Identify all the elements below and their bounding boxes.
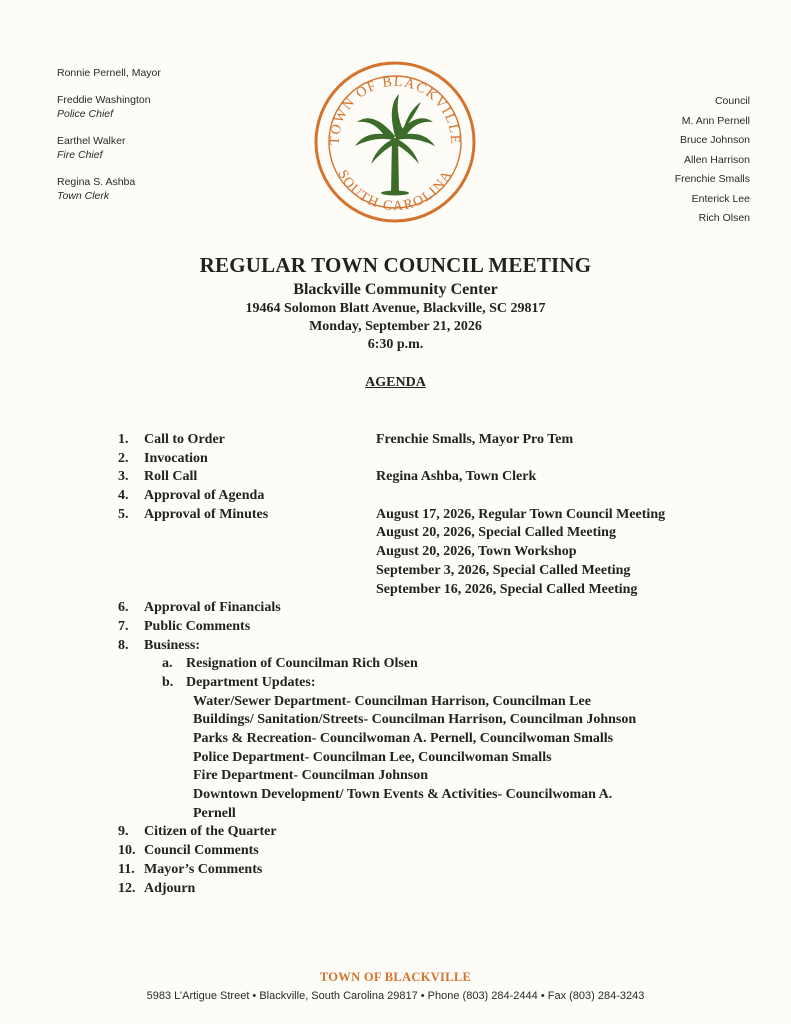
agenda-label: Public Comments [144, 618, 251, 634]
business-letter: b. [162, 674, 174, 690]
business-label: Department Updates: [186, 674, 316, 690]
business-label: Resignation of Councilman Rich Olsen [186, 656, 418, 672]
official-town-clerk [57, 175, 257, 203]
agenda-item [118, 618, 738, 637]
agenda-item [118, 842, 738, 861]
council-member: Frenchie Smalls [674, 173, 750, 185]
official-mayor [57, 66, 257, 80]
meeting-title: REGULAR TOWN COUNCIL MEETING [199, 253, 592, 277]
business-item [118, 674, 738, 693]
department-update: Police Department- Councilman Lee, Councilwoman Smalls [193, 749, 552, 765]
agenda-number: 1. [118, 432, 129, 447]
svg-text:TOWN OF BLACKVILLE: TOWN OF BLACKVILLE [327, 74, 463, 146]
officials-list [57, 66, 257, 216]
department-update: Fire Department- Councilman Johnson [193, 768, 429, 784]
meeting-date: Monday, September 21, 2026 [309, 319, 482, 334]
meeting-time: 6:30 p.m. [367, 337, 424, 352]
agenda-number: 3. [118, 469, 129, 485]
council-heading: Council [714, 95, 750, 107]
council-list [550, 92, 750, 229]
council-member: Allen Harrison [684, 153, 750, 166]
agenda-item [118, 431, 738, 450]
agenda-item [118, 880, 738, 899]
business-letter: a. [162, 656, 173, 672]
agenda-label: Invocation [144, 450, 208, 466]
svg-text:SOUTH CAROLINA: SOUTH CAROLINA [334, 167, 456, 215]
meeting-header [0, 252, 791, 354]
department-update: Buildings/ Sanitation/Streets- Councilman Harrison, Councilman Johnson [193, 712, 637, 728]
agenda-list [118, 431, 738, 898]
agenda-item [118, 450, 738, 469]
agenda-item [118, 506, 738, 525]
agenda-item [118, 637, 738, 656]
agenda-number: 6. [118, 600, 129, 616]
minutes-row [118, 524, 738, 543]
agenda-item [118, 861, 738, 880]
official-name: Regina S. Ashba [57, 176, 136, 188]
agenda-label: Council Comments [144, 843, 259, 859]
footer-town-name: TOWN OF BLACKVILLE [319, 970, 472, 984]
agenda-label: Roll Call [144, 469, 198, 485]
agenda-number: 4. [118, 488, 129, 504]
agenda-presenter: Frenchie Smalls, Mayor Pro Tem [376, 432, 574, 447]
agenda-label: Citizen of the Quarter [144, 824, 277, 840]
department-update: Pernell [193, 805, 236, 821]
official-fire-chief [57, 134, 257, 162]
agenda-number: 2. [118, 450, 129, 466]
department-update: Parks & Recreation- Councilwoman A. Pernell, Councilwoman Smalls [193, 731, 614, 746]
official-name: Freddie Washington [57, 94, 151, 106]
department-update: Downtown Development/ Town Events & Activities- Councilwoman A. [193, 787, 613, 803]
minutes-row [118, 562, 738, 581]
agenda-item [118, 823, 738, 842]
official-name: Earthel Walker [57, 135, 126, 147]
agenda-item [118, 599, 738, 618]
meeting-venue: Blackville Community Center [293, 281, 498, 298]
agenda-presenter: Regina Ashba, Town Clerk [376, 469, 537, 485]
footer-contact: 5983 L’Artigue Street • Blackville, South Carolina 29817 • Phone (803) 284-2444 • Fax (803) 284-3243 [146, 990, 645, 1002]
agenda-label: Approval of Financials [144, 600, 281, 616]
meeting-address: 19464 Solomon Blatt Avenue, Blackville, SC 29817 [245, 301, 546, 316]
official-title: Police Chief [57, 108, 114, 120]
agenda-number: 7. [118, 618, 129, 634]
palmetto-tree-icon [355, 94, 435, 196]
agenda-number: 12. [118, 880, 136, 896]
council-member: Rich Olsen [698, 212, 750, 224]
agenda-number: 8. [118, 637, 129, 653]
agenda-item [118, 468, 738, 487]
minutes-entry: August 20, 2026, Town Workshop [376, 544, 577, 560]
agenda-heading: AGENDA [365, 375, 426, 390]
official-title: Town Clerk [57, 190, 110, 202]
minutes-entry: September 16, 2026, Special Called Meeting [376, 581, 638, 597]
page-footer [0, 970, 791, 1002]
minutes-entry: August 17, 2026, Regular Town Council Meeting [376, 506, 666, 522]
agenda-label: Mayor’s Comments [144, 861, 263, 877]
minutes-entry: August 20, 2026, Special Called Meeting [376, 525, 616, 541]
council-member: M. Ann Pernell [681, 114, 750, 127]
minutes-row [118, 581, 738, 600]
official-title: Fire Chief [57, 149, 103, 161]
minutes-row [118, 543, 738, 562]
agenda-number: 11. [118, 861, 135, 877]
business-item [118, 655, 738, 674]
council-member: Enterick Lee [691, 192, 750, 205]
department-update: Water/Sewer Department- Councilman Harrison, Councilman Lee [193, 693, 591, 709]
official-name: Ronnie Pernell, Mayor [57, 67, 161, 79]
agenda-number: 10. [118, 843, 136, 859]
agenda-label: Call to Order [144, 432, 225, 447]
agenda-number: 9. [118, 824, 129, 840]
agenda-label: Business: [144, 637, 201, 653]
agenda-number: 5. [118, 506, 129, 522]
agenda-label: Approval of Agenda [144, 488, 265, 504]
minutes-entry: September 3, 2026, Special Called Meeting [376, 562, 631, 578]
town-seal-logo [313, 60, 477, 224]
agenda-label: Adjourn [144, 880, 196, 896]
agenda-label: Approval of Minutes [144, 506, 269, 522]
agenda-item [118, 487, 738, 506]
official-police-chief [57, 93, 257, 121]
council-member: Bruce Johnson [679, 134, 750, 146]
